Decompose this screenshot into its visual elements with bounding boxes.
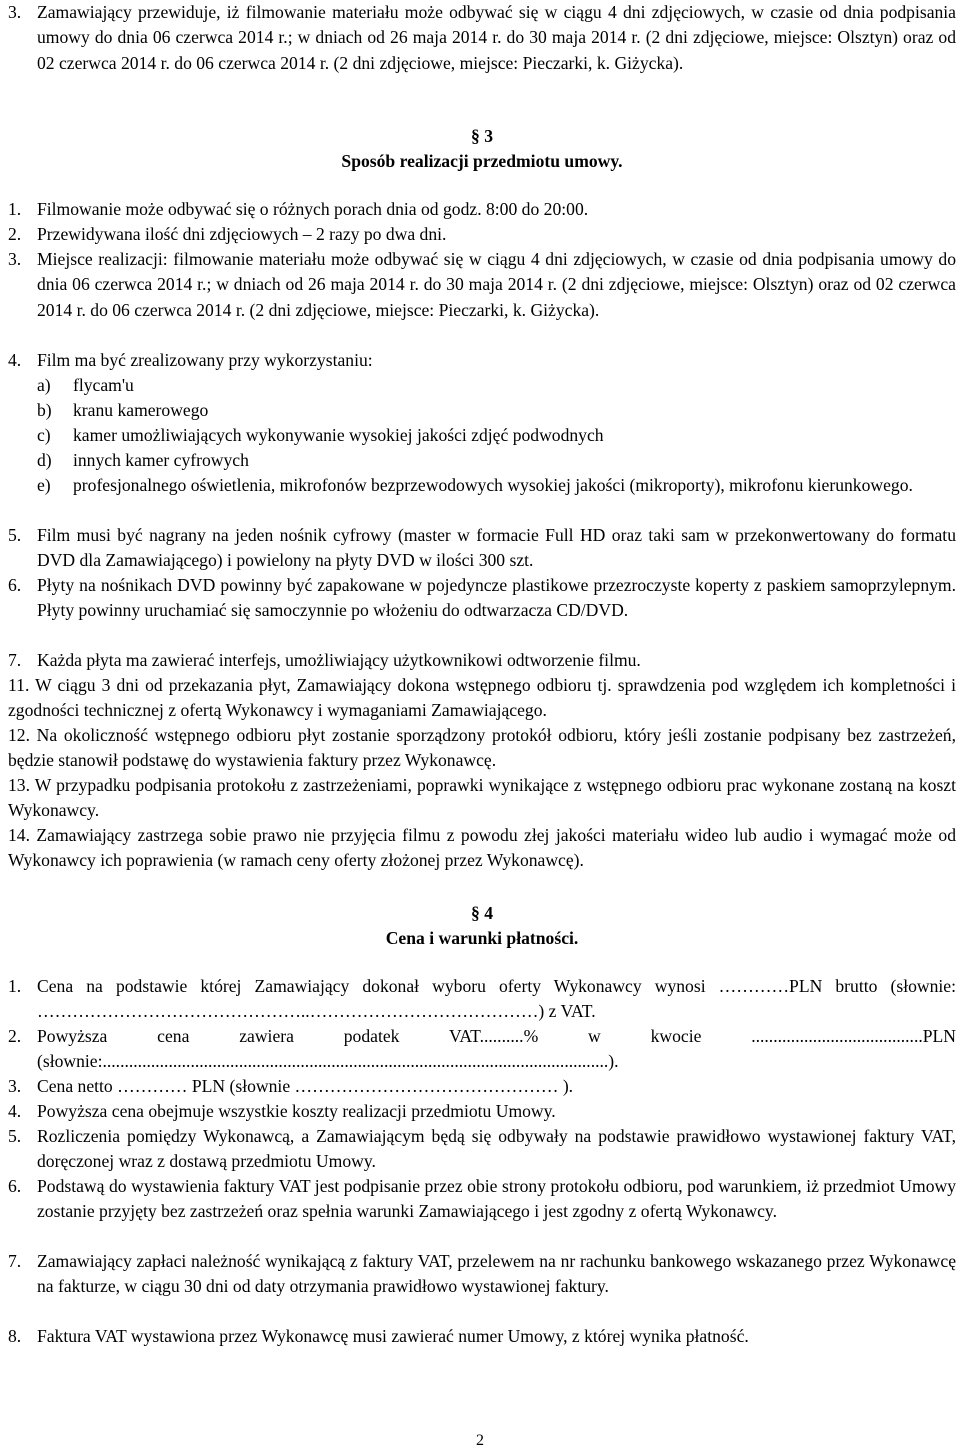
section-3-item-4 bbox=[8, 348, 956, 373]
item-number: 6. bbox=[8, 1176, 22, 1196]
section-3-item-12: 12. Na okoliczność wstępnego odbioru płyt zostanie sporządzony protokół odbioru, który jeśli zostanie podpisany bez zastrzeżeń, będzie stanowił podstawę do wystawienia faktury przez Wykonawcę. bbox=[8, 725, 956, 771]
item-text: Cena na podstawie której Zamawiający dokonał wyboru oferty Wykonawcy wynosi …………PLN brutto (słownie: ………………………………………..…………………………………) z VAT. bbox=[37, 976, 956, 1022]
item-number: 4. bbox=[8, 350, 22, 370]
section-4-item-4 bbox=[8, 1099, 956, 1124]
item-text: Faktura VAT wystawiona przez Wykonawcę musi zawierać numer Umowy, z której wynika płatność. bbox=[37, 1326, 749, 1346]
section-4-item-3 bbox=[8, 1074, 956, 1099]
sub-item-a bbox=[8, 373, 956, 398]
item-text: Podstawą do wystawienia faktury VAT jest podpisanie przez obie strony protokołu odbioru, pod warunkiem, iż przedmiot Umowy zostanie przyjęty bez zastrzeżeń oraz spełnia warunki Zamawiającego i jest zgodny z ofertą Wykonawcy. bbox=[37, 1176, 956, 1222]
item-number: 2. bbox=[8, 224, 22, 244]
section-4-item-8 bbox=[8, 1324, 956, 1349]
item-number: 3. bbox=[8, 249, 22, 269]
page-number: 2 bbox=[476, 1432, 484, 1449]
sub-item-label: b) bbox=[37, 400, 52, 420]
section-3-item-1 bbox=[8, 197, 956, 222]
item-number: 5. bbox=[8, 1126, 22, 1146]
section-3-item-6 bbox=[8, 573, 956, 624]
item-text: Zamawiający zapłaci należność wynikającą z faktury VAT, przelewem na nr rachunku bankowego wskazanego przez Wykonawcę na fakturze, w ciągu 30 dni od daty otrzymania prawidłowo wystawionej faktury. bbox=[37, 1251, 956, 1297]
item-number: 4. bbox=[8, 1101, 22, 1121]
section-3-item-5 bbox=[8, 523, 956, 574]
section-3-title: Sposób realizacji przedmiotu umowy. bbox=[341, 151, 623, 171]
item-text: Miejsce realizacji: filmowanie materiału może odbywać się w ciągu 4 dni zdjęciowych, w czasie od dnia podpisania umowy do dnia 06 czerwca 2014 r.; w dniach od 26 maja 2014 r. do 30 maja 2014 r. (2 dni zdjęciowe, miejsce: Olsztyn) oraz od 02 czerwca 2014 r. do 06 czerwca 2014 r. (2 dni zdjęciowe, miejsce: Pieczarki, k. Giżycka). bbox=[37, 249, 956, 320]
sub-item-label: c) bbox=[37, 425, 51, 445]
item-number: 7. bbox=[8, 650, 22, 670]
item-text: Płyty na nośnikach DVD powinny być zapakowane w pojedyncze plastikowe przezroczyste koperty z paskiem samoprzylepnym. Płyty powinny uruchamiać się samoczynnie po włożeniu do odtwarzacza CD/DVD. bbox=[37, 575, 956, 621]
section-4-item-7 bbox=[8, 1249, 956, 1300]
item-text: Filmowanie może odbywać się o różnych porach dnia od godz. 8:00 do 20:00. bbox=[37, 199, 589, 219]
sub-item-label: a) bbox=[37, 375, 51, 395]
item-number: 2. bbox=[8, 1026, 22, 1046]
sub-item-text: flycam'u bbox=[73, 375, 134, 395]
item-text: Cena netto ………… PLN (słownie ……………………………………… ). bbox=[37, 1076, 574, 1096]
item-text: Powyższa cena zawiera podatek VAT..........% w kwocie .......................................PLN (słownie:...................................................................................................................). bbox=[37, 1026, 956, 1072]
item-text: Film musi być nagrany na jeden nośnik cyfrowy (master w formacie Full HD oraz taki sam w przekonwertowany do formatu DVD dla Zamawiającego) i powielony na płyty DVD w ilości 300 szt. bbox=[37, 525, 956, 571]
item-number: 7. bbox=[8, 1251, 22, 1271]
sub-item-text: innych kamer cyfrowych bbox=[73, 450, 249, 470]
section-4-title: Cena i warunki płatności. bbox=[385, 928, 579, 948]
item-number: 1. bbox=[8, 976, 22, 996]
section-3-item-3 bbox=[8, 247, 956, 323]
sub-item-e bbox=[8, 473, 956, 498]
item-text: Przewidywana ilość dni zdjęciowych – 2 razy po dwa dni. bbox=[37, 224, 447, 244]
sub-item-text: profesjonalnego oświetlenia, mikrofonów bezprzewodowych wysokiej jakości (mikroporty), mikrofonu kierunkowego. bbox=[73, 475, 913, 495]
item-text: Film ma być zrealizowany przy wykorzystaniu: bbox=[37, 350, 373, 370]
sub-item-text: kranu kamerowego bbox=[73, 400, 209, 420]
item-number: 1. bbox=[8, 199, 22, 219]
sub-item-label: d) bbox=[37, 450, 52, 470]
intro-item bbox=[8, 0, 956, 76]
section-4-item-2 bbox=[8, 1024, 956, 1075]
section-3-item-13: 13. W przypadku podpisania protokołu z zastrzeżeniami, poprawki wynikające z wstępnego odbioru prac wykonane zostaną na koszt Wykonawcy. bbox=[8, 775, 956, 821]
section-3-sign: § 3 bbox=[471, 126, 493, 146]
section-3-item-11: 11. W ciągu 3 dni od przekazania płyt, Zamawiający dokona wstępnego odbioru tj. sprawdzenia pod względem ich kompletności i zgodności technicznej z ofertą Wykonawcy i wymaganiami Zamawiającego. bbox=[8, 675, 956, 721]
item-text: Zamawiający przewiduje, iż filmowanie materiału może odbywać się w ciągu 4 dni zdjęciowych, w czasie od dnia podpisania umowy do dnia 06 czerwca 2014 r.; w dniach od 26 maja 2014 r. do 30 maja 2014 r. (2 dni zdjęciowe, miejsce: Olsztyn) oraz od 02 czerwca 2014 r. do 06 czerwca 2014 r. (2 dni zdjęciowe, miejsce: Pieczarki, k. Giżycka). bbox=[37, 2, 956, 73]
item-number: 3. bbox=[8, 2, 22, 22]
sub-item-d bbox=[8, 448, 956, 473]
item-number: 8. bbox=[8, 1326, 22, 1346]
item-number: 6. bbox=[8, 575, 22, 595]
sub-item-text: kamer umożliwiających wykonywanie wysokiej jakości zdjęć podwodnych bbox=[73, 425, 604, 445]
section-4-sign: § 4 bbox=[471, 903, 493, 923]
item-text: Powyższa cena obejmuje wszystkie koszty realizacji przedmiotu Umowy. bbox=[37, 1101, 556, 1121]
item-number: 5. bbox=[8, 525, 22, 545]
item-number: 3. bbox=[8, 1076, 22, 1096]
section-4-item-6 bbox=[8, 1174, 956, 1225]
sub-item-label: e) bbox=[37, 475, 51, 495]
section-3-item-2 bbox=[8, 222, 956, 247]
sub-item-b bbox=[8, 398, 956, 423]
section-3-item-14: 14. Zamawiający zastrzega sobie prawo nie przyjęcia filmu z powodu złej jakości materiału wideo lub audio i wymagać może od Wykonawcy ich poprawienia (w ramach ceny oferty złożonej przez Wykonawcę). bbox=[8, 825, 956, 871]
sub-item-c bbox=[8, 423, 956, 448]
section-3-item-7 bbox=[8, 648, 956, 673]
item-text: Każda płyta ma zawierać interfejs, umożliwiający użytkownikowi odtworzenie filmu. bbox=[37, 650, 641, 670]
section-4-item-1 bbox=[8, 974, 956, 1025]
section-4-item-5 bbox=[8, 1124, 956, 1175]
item-text: Rozliczenia pomiędzy Wykonawcą, a Zamawiającym będą się odbywały na podstawie prawidłowo wystawionej faktury VAT, doręczonej wraz z dostawą przedmiotu Umowy. bbox=[37, 1126, 956, 1172]
